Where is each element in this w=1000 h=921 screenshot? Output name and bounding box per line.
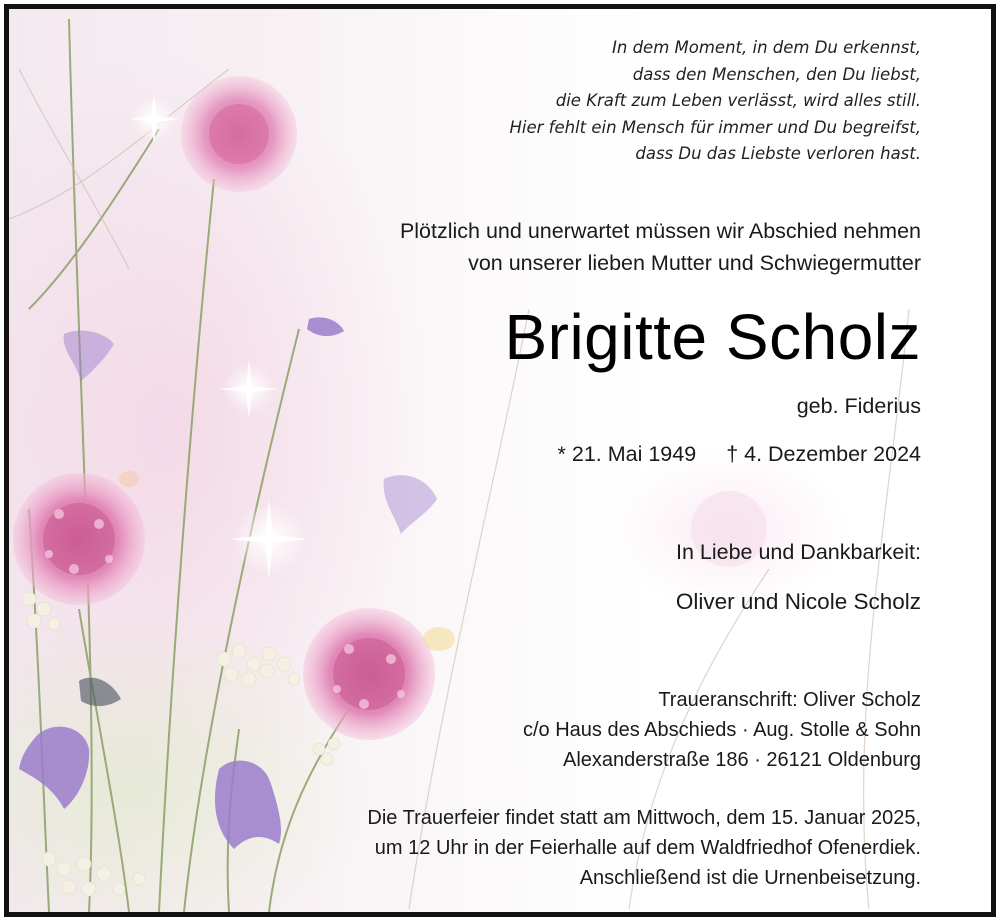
poem — [509, 35, 921, 168]
mourning-address — [523, 685, 921, 775]
mourners-heading: In Liebe und Dankbarkeit: — [675, 540, 921, 564]
poem-line: In dem Moment, in dem Du erkennst, — [612, 38, 921, 57]
life-dates — [558, 442, 921, 467]
poem-line: die Kraft zum Leben verlässt, wird alles still. — [555, 91, 921, 110]
pink-flower-top — [181, 76, 297, 192]
funeral-service-info — [367, 803, 921, 893]
address-line: Traueranschrift: Oliver Scholz — [658, 689, 921, 711]
poem-line: dass den Menschen, den Du liebst, — [632, 64, 921, 84]
service-line: Die Trauerfeier findet statt am Mittwoch, dem 15. Januar 2025, — [367, 807, 921, 829]
service-line: Anschließend ist die Urnenbeisetzung. — [579, 867, 921, 889]
maiden-name: geb. Fiderius — [796, 394, 921, 418]
birth-date: * 21. Mai 1949 — [557, 442, 697, 466]
address-line: Alexanderstraße 186 · 26121 Oldenburg — [562, 749, 921, 771]
death-date: † 4. Dezember 2024 — [726, 442, 921, 466]
pink-flower-center — [303, 608, 435, 740]
poem-line: dass Du das Liebste verloren hast. — [635, 144, 921, 163]
intro-text — [400, 215, 921, 279]
intro-line: Plötzlich und unerwartet müssen wir Abschied nehmen — [399, 219, 921, 243]
obituary-card — [4, 4, 996, 917]
address-line: c/o Haus des Abschieds · Aug. Stolle & Sohn — [522, 719, 921, 741]
mourners-names: Oliver und Nicole Scholz — [675, 589, 921, 614]
service-line: um 12 Uhr in der Feierhalle auf dem Waldfriedhof Ofenerdiek. — [374, 837, 921, 859]
pink-flower-left — [13, 473, 145, 605]
poem-line: Hier fehlt ein Mensch für immer und Du begreifst, — [509, 117, 921, 137]
intro-line: von unserer lieben Mutter und Schwiegermutter — [468, 251, 921, 275]
deceased-name: Brigitte Scholz — [504, 301, 921, 373]
